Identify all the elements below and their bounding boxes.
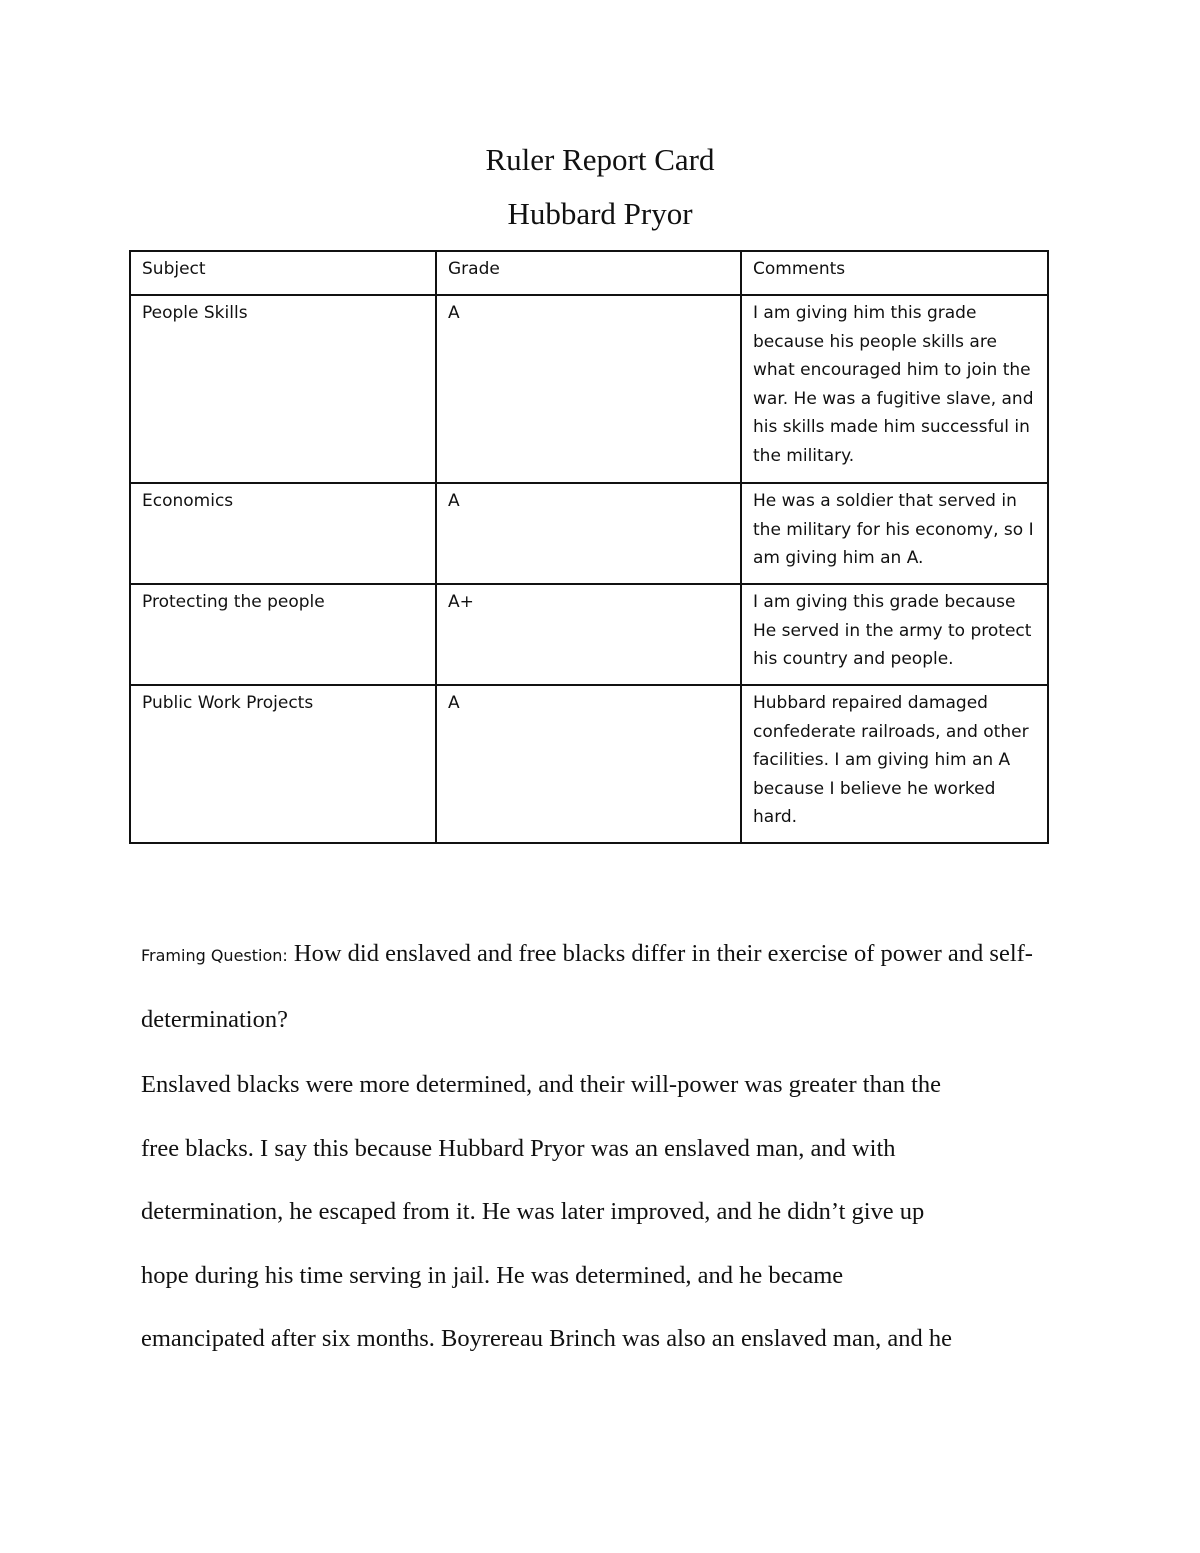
grade-cell: A [436,685,741,843]
grade-cell: A [436,483,741,584]
header-subject: Subject [130,251,436,295]
subject-cell: Public Work Projects [130,685,436,843]
table-header-row [130,251,1048,295]
page-subtitle: Hubbard Pryor [507,196,693,231]
essay-line: free blacks. I say this because Hubbard Pryor was an enslaved man, and with [141,1134,896,1162]
comments-cell: I am giving him this grade because his people skills are what encouraged him to join the war. He was a fugitive slave, and his skills made him successful in the military. [741,295,1048,483]
essay-line: emancipated after six months. Boyrereau Brinch was also an enslaved man, and he [141,1325,952,1352]
framing-question [141,922,1061,1051]
table-row [130,295,1048,483]
grade-cell: A [436,295,741,483]
framing-separator: : [282,946,288,965]
subject-cell: Economics [130,483,436,584]
essay-paragraph [141,1053,1071,1371]
header-comments: Comments [741,251,1048,295]
header-grade: Grade [436,251,741,295]
subject-cell: People Skills [130,295,436,483]
essay-line: determination, he escaped from it. He was later improved, and he didn’t give up [141,1198,925,1225]
page-title: Ruler Report Card [485,142,715,177]
framing-label: Framing Question [141,946,283,965]
subject-cell: Protecting the people [130,584,436,685]
table-row [130,483,1048,584]
table-row [130,584,1048,685]
comments-cell: Hubbard repaired damaged confederate railroads, and other facilities. I am giving him an A because I believe he worked hard. [741,685,1048,843]
comments-cell: I am giving this grade because He served in the army to protect his country and people. [741,584,1048,685]
grade-cell: A+ [436,584,741,685]
report-card-table [129,250,1049,844]
essay-line: hope during his time serving in jail. He was determined, and he became [141,1261,844,1289]
comments-cell: He was a soldier that served in the military for his economy, so I am giving him an A. [741,483,1048,584]
table-row [130,685,1048,843]
essay-line: Enslaved blacks were more determined, and their will-power was greater than the [141,1071,942,1098]
framing-question-text: How did enslaved and free blacks differ in their exercise of power and self-determination? [141,940,1033,1033]
